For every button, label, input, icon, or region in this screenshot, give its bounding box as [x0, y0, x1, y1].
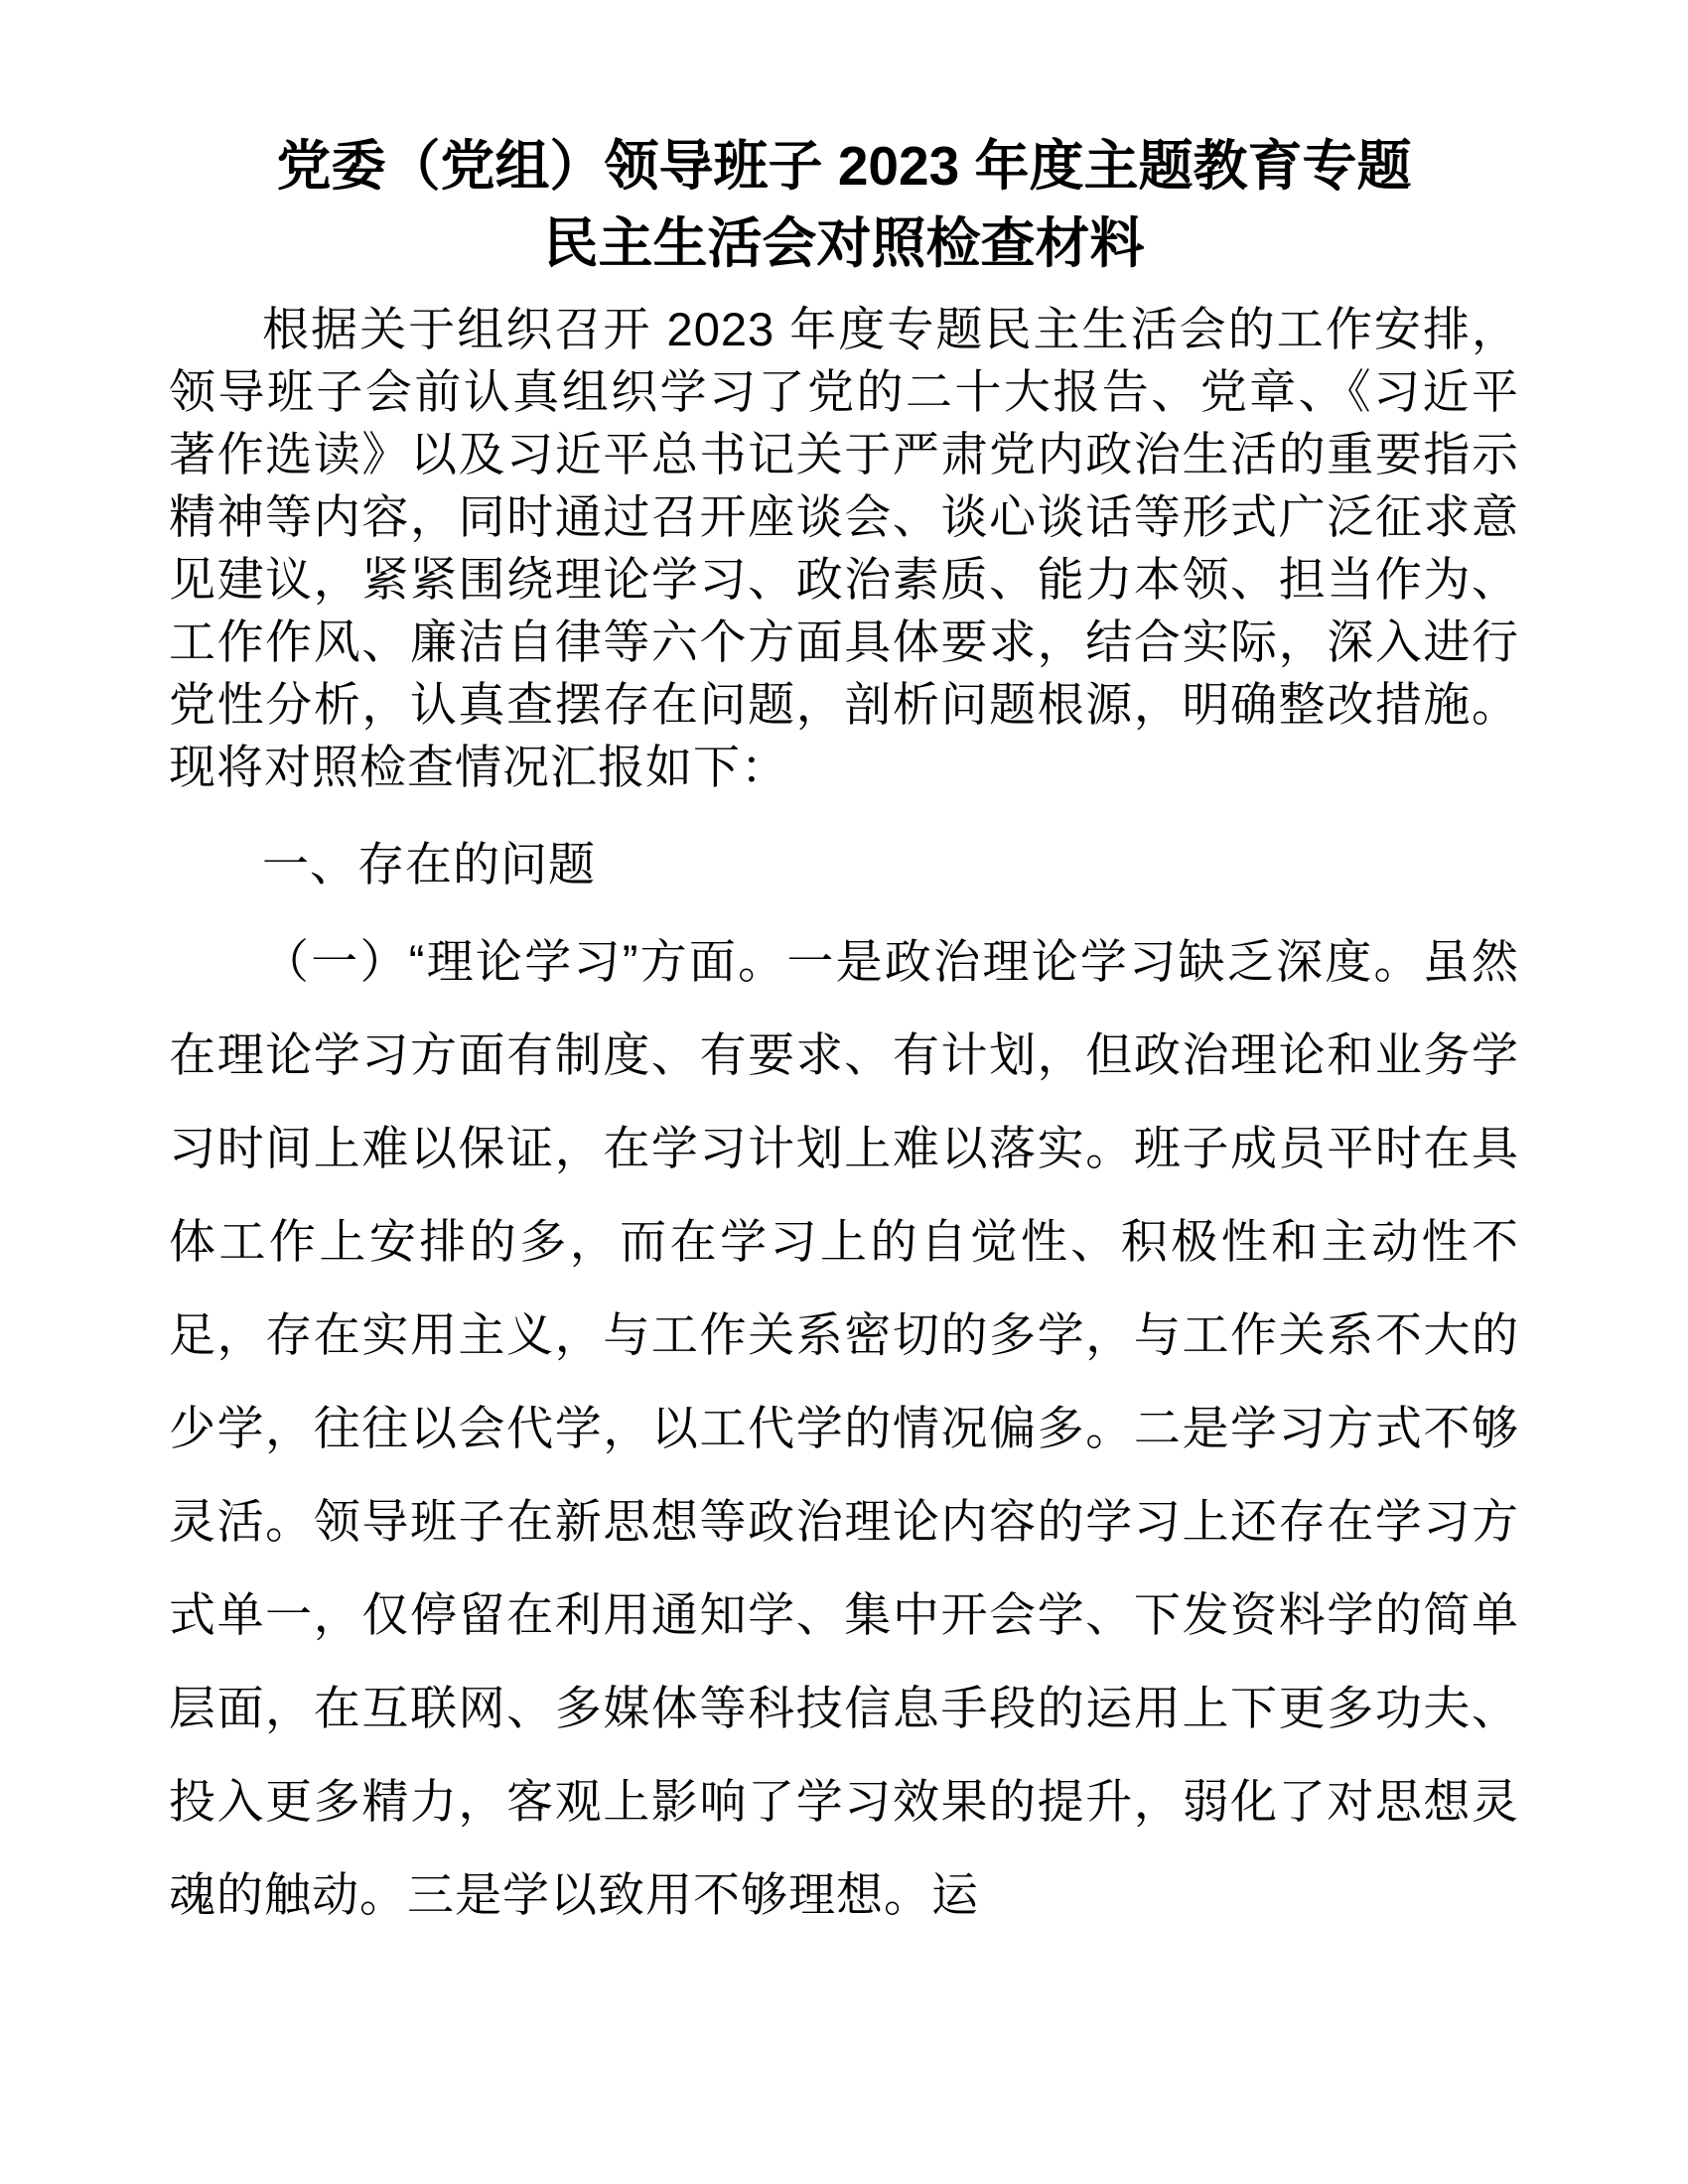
document-title [169, 127, 1519, 282]
document-title-line-2: 民主生活会对照检查材料 [543, 212, 1145, 275]
section-heading-existing-problems: 一、存在的问题 [262, 838, 596, 891]
paragraph-introduction: 根据关于组织召开 2023 年度专题民主生活会的工作安排，领导班子会前认真组织学习了党的二十大报告、党章、《习近平著作选读》以及习近平总书记关于严肃党内政治生活的重要指示精神等内容，同时通过召开座谈会、谈心谈话等形式广泛征求意见建议，紧紧围绕理论学习、政治素质、能力本领、担当作为、工作作风、廉洁自律等六个方面具体要求，结合实际，深入进行党性分析，认真查摆存在问题，剖析问题根源，明确整改措施。现将对照检查情况汇报如下： [169, 303, 1519, 794]
paragraph-theory-study-issues: （一）“理论学习”方面。一是政治理论学习缺乏深度。虽然在理论学习方面有制度、有要求、有计划，但政治理论和业务学习时间上难以保证，在学习计划上难以落实。班子成员平时在具体工作上安排的多，而在学习上的自觉性、积极性和主动性不足，存在实用主义，与工作关系密切的多学，与工作关系不大的少学，往往以会代学，以工代学的情况偏多。二是学习方式不够灵活。领导班子在新思想等政治理论内容的学习上还存在学习方式单一，仅停留在利用通知学、集中开会学、下发资料学的简单层面，在互联网、多媒体等科技信息手段的运用上下更多功夫、投入更多精力，客观上影响了学习效果的提升，弱化了对思想灵魂的触动。三是学以致用不够理想。运 [169, 935, 1519, 1922]
document-title-line-1: 党委（党组）领导班子 2023 年度主题教育专题 [276, 135, 1412, 197]
